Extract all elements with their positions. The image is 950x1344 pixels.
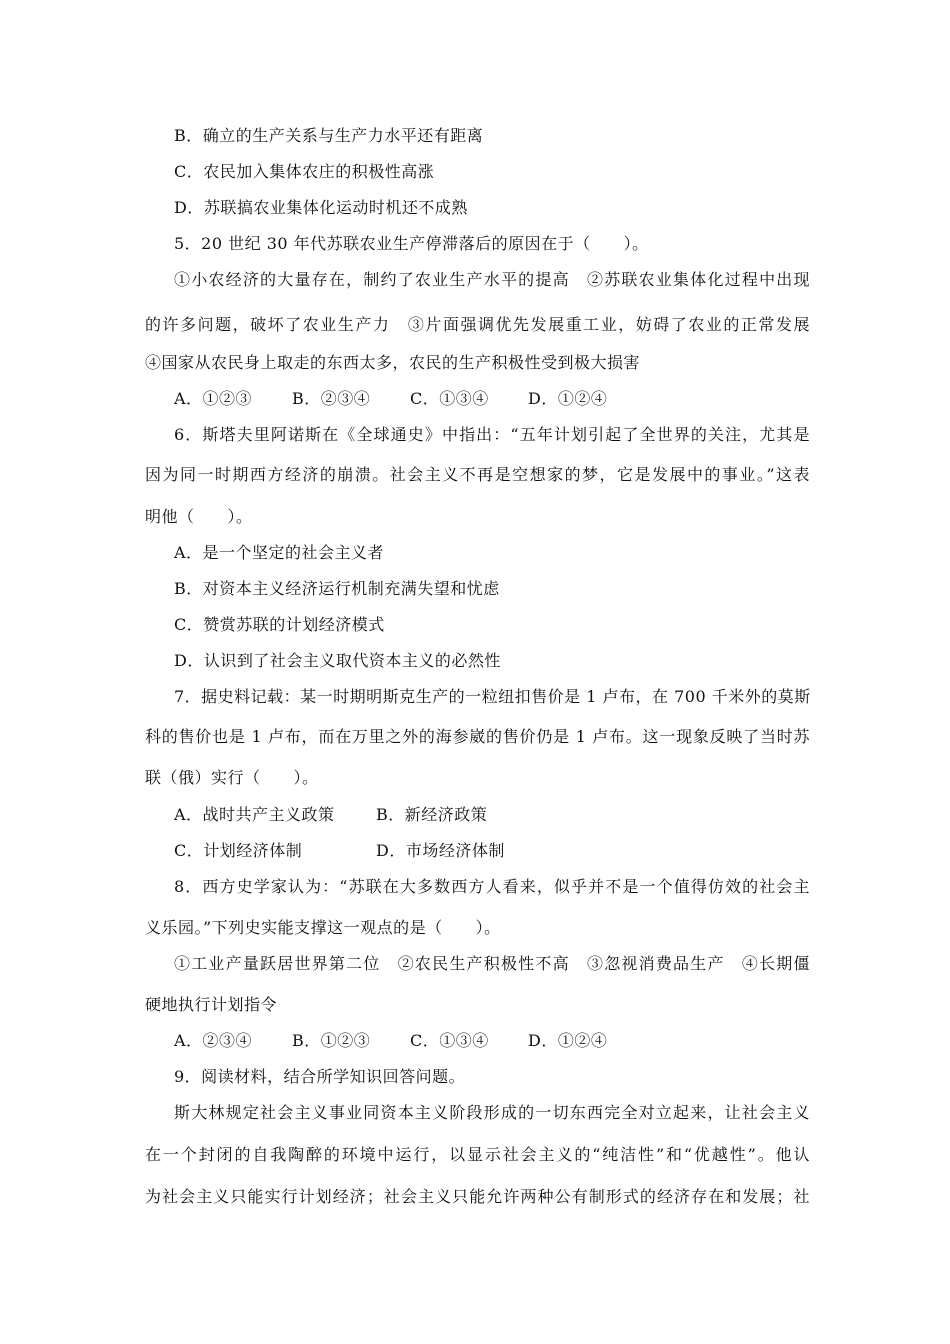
q7-options-row bbox=[174, 841, 810, 861]
q5-statement-line: ④国家从农民身上取走的东西太多，农民的生产积极性受到极大损害 bbox=[145, 353, 641, 372]
q8-options bbox=[174, 1031, 810, 1051]
q8-stem-line: 义乐园。”下列史实能支撑这一观点的是（ ）。 bbox=[145, 918, 501, 937]
q8-statement-line: 硬地执行计划指令 bbox=[145, 995, 278, 1014]
q4-option-c: C．农民加入集体农庄的积极性高涨 bbox=[174, 162, 435, 181]
q9-material-line: 在一个封闭的自我陶醉的环境中运行，以显示社会主义的“纯洁性”和“优越性”。他认 bbox=[145, 1145, 810, 1164]
q7-options-row bbox=[174, 805, 810, 825]
q8-option-d: D．①②④ bbox=[528, 1031, 608, 1050]
q8-option-a: A．②③④ bbox=[174, 1031, 253, 1050]
q4-option-b: B．确立的生产关系与生产力水平还有距离 bbox=[174, 126, 484, 145]
q7-option-d: D．市场经济体制 bbox=[376, 841, 505, 860]
q8-option-c: C．①③④ bbox=[410, 1031, 489, 1050]
q6-stem-line: 因为同一时期西方经济的崩溃。社会主义不再是空想家的梦，它是发展中的事业。”这表 bbox=[145, 465, 810, 484]
q8-statement-line: ①工业产量跃居世界第二位 ②农民生产积极性不高 ③忽视消费品生产 ④长期僵 bbox=[174, 954, 810, 973]
q5-statement-line: ①小农经济的大量存在，制约了农业生产水平的提高 ②苏联农业集体化过程中出现 bbox=[174, 270, 810, 289]
q7-stem-line: 7．据史料记载：某一时期明斯克生产的一粒纽扣售价是 1 卢布，在 700 千米外的莫斯 bbox=[174, 687, 811, 706]
q6-option-c: C．赞赏苏联的计划经济模式 bbox=[174, 615, 385, 634]
q7-option-a: A．战时共产主义政策 bbox=[174, 805, 335, 824]
q6-option-b: B．对资本主义经济运行机制充满失望和忧虑 bbox=[174, 579, 500, 598]
q8-option-b: B．①②③ bbox=[292, 1031, 371, 1050]
q8-stem-line: 8．西方史学家认为：“苏联在大多数西方人看来，似乎并不是一个值得仿效的社会主 bbox=[174, 877, 810, 896]
q5-option-b: B．②③④ bbox=[292, 389, 371, 408]
q5-option-a: A．①②③ bbox=[174, 389, 253, 408]
q6-option-d: D．认识到了社会主义取代资本主义的必然性 bbox=[174, 651, 501, 670]
q7-stem-line: 联（俄）实行（ ）。 bbox=[145, 768, 319, 787]
q5-option-d: D．①②④ bbox=[528, 389, 608, 408]
q9-material-line: 斯大林规定社会主义事业同资本主义阶段形成的一切东西完全对立起来，让社会主义 bbox=[174, 1103, 810, 1122]
q7-option-c: C．计划经济体制 bbox=[174, 841, 303, 860]
q9-stem: 9．阅读材料，结合所学知识回答问题。 bbox=[174, 1067, 466, 1086]
q5-options bbox=[174, 389, 810, 409]
q7-stem-line: 科的售价也是 1 卢布，而在万里之外的海参崴的售价仍是 1 卢布。这一现象反映了当时苏 bbox=[145, 727, 810, 746]
q9-material-line: 为社会主义只能实行计划经济；社会主义只能允许两种公有制形式的经济存在和发展；社 bbox=[145, 1187, 810, 1206]
q6-stem-line: 6．斯塔夫里阿诺斯在《全球通史》中指出：“五年计划引起了全世界的关注，尤其是 bbox=[174, 425, 810, 444]
q5-stem: 5．20 世纪 30 年代苏联农业生产停滞落后的原因在于（ ）。 bbox=[174, 234, 649, 253]
q7-option-b: B．新经济政策 bbox=[376, 805, 488, 824]
q6-stem-line: 明他（ ）。 bbox=[145, 507, 253, 526]
q5-option-c: C．①③④ bbox=[410, 389, 489, 408]
q4-option-d: D．苏联搞农业集体化运动时机还不成熟 bbox=[174, 198, 468, 217]
q6-option-a: A．是一个坚定的社会主义者 bbox=[174, 543, 385, 562]
q5-statement-line: 的许多问题，破坏了农业生产力 ③片面强调优先发展重工业，妨碍了农业的正常发展 bbox=[145, 315, 810, 334]
